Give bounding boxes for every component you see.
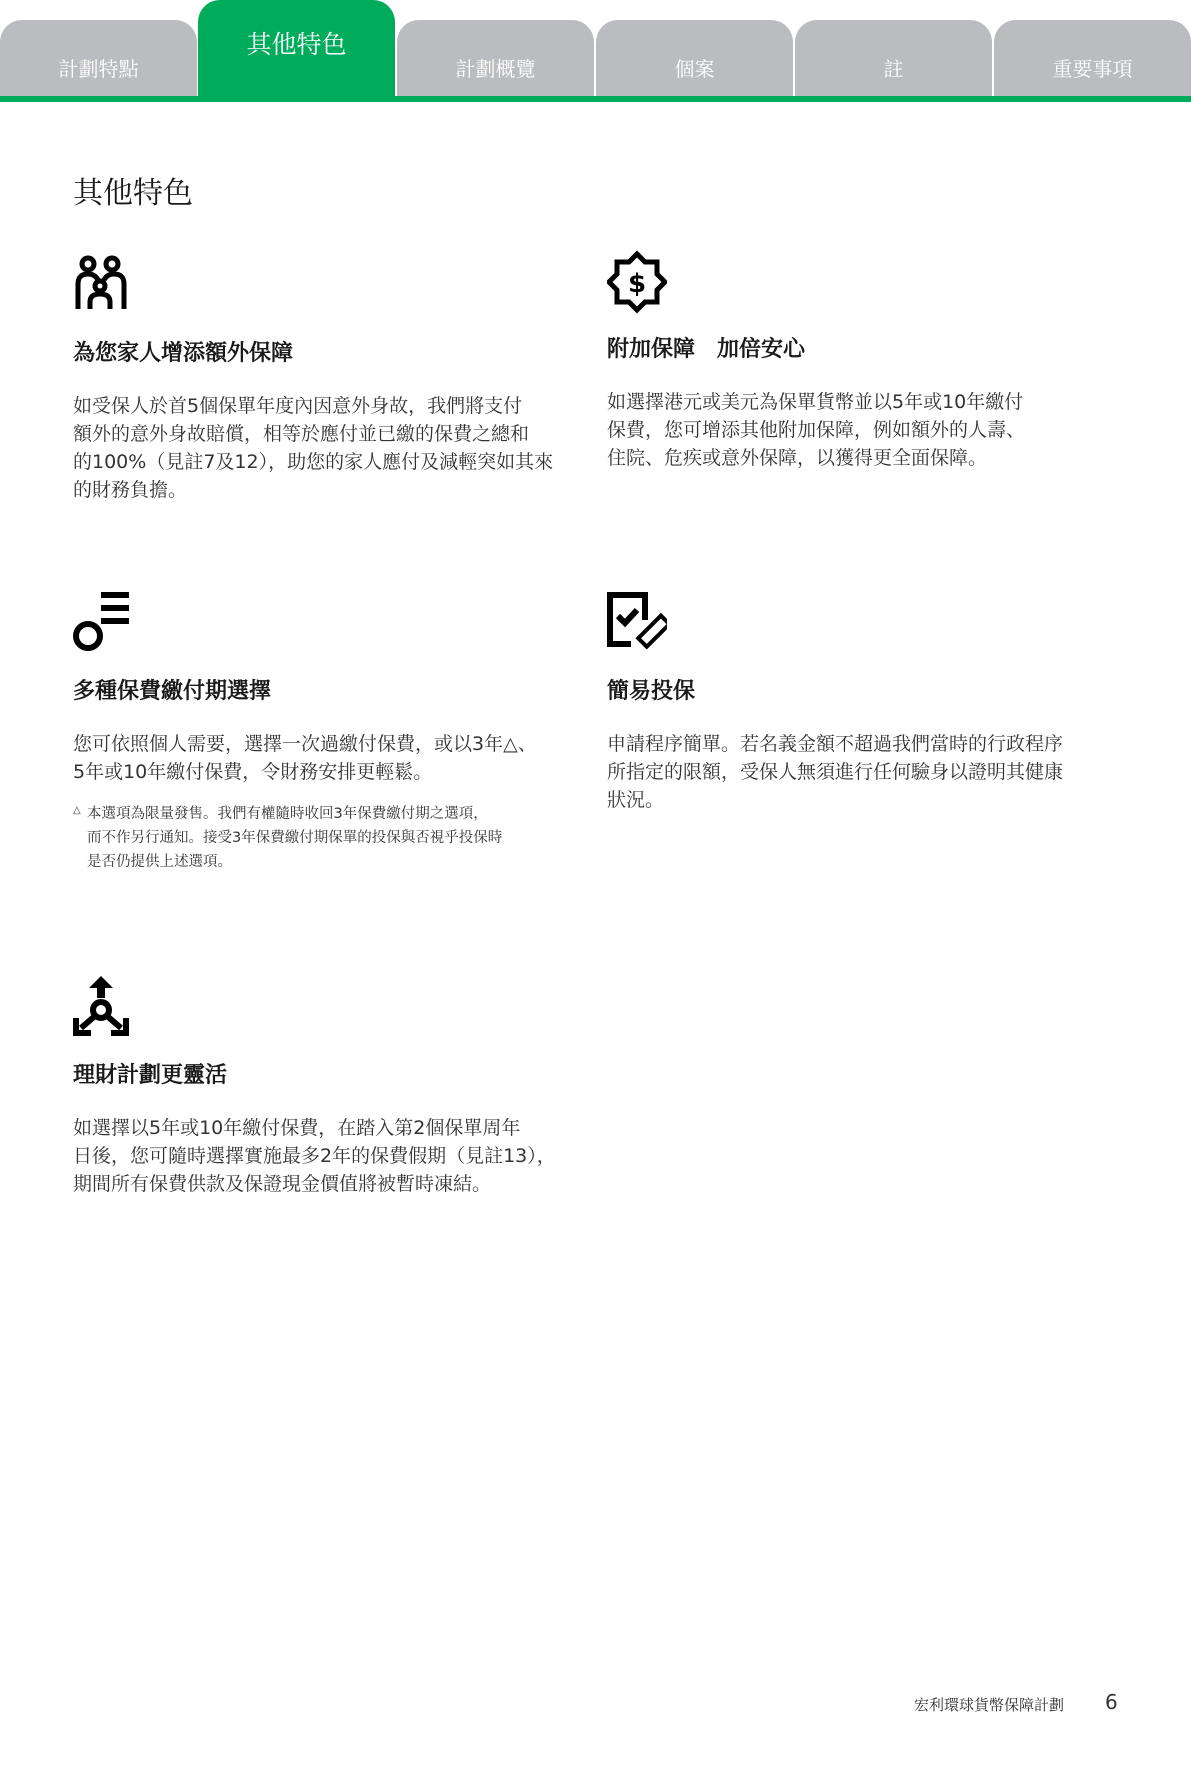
tab-label: 重要事項 [1052, 56, 1133, 81]
payment-options-icon [73, 592, 133, 652]
feature-heading: 簡易投保 [607, 679, 696, 704]
document-check-icon [607, 592, 667, 652]
feature-simple-application [607, 592, 1107, 814]
tab-important-info[interactable] [994, 20, 1191, 96]
tab-other-features[interactable] [198, 0, 395, 96]
tab-plan-features[interactable] [0, 20, 197, 96]
feature-body: 您可依照個人需要，選擇一次過繳付保費，或以3年△、 5年或10年繳付保費，令財務安排更輕鬆。 [73, 733, 537, 783]
tab-label: 其他特色 [246, 30, 347, 59]
feature-heading: 多種保費繳付期選擇 [73, 679, 272, 704]
footer-product-name: 宏利環球貨幣保障計劃 [914, 1696, 1065, 1714]
feature-heading: 理財計劃更靈活 [73, 1063, 228, 1088]
feature-body: 申請程序簡單。若名義金額不超過我們當時的行政程序 所指定的限額，受保人無須進行任何驗身以證明其健康 狀況。 [607, 733, 1064, 811]
feature-heading: 附加保障 加倍安心 [607, 337, 806, 362]
page-title: 其他特色 [73, 176, 193, 211]
tab-notes[interactable] [795, 20, 992, 96]
tab-label: 計劃概覽 [455, 56, 536, 81]
family-icon [73, 254, 133, 314]
svg-text:$: $ [627, 269, 647, 299]
feature-body: 如選擇港元或美元為保單貨幣並以5年或10年繳付 保費，您可增添其他附加保障，例如額外的人壽、 住院、危疾或意外保障，以獲得更全面保障。 [607, 391, 1026, 469]
footnote-mark: △ [73, 805, 81, 816]
branching-arrows-icon [73, 976, 133, 1036]
dollar-badge-icon [607, 250, 667, 314]
tab-plan-overview[interactable] [397, 20, 594, 96]
footnote [73, 802, 573, 874]
tab-case-study[interactable] [596, 20, 793, 96]
section-tabs [0, 0, 1191, 101]
feature-rider-protection [607, 250, 1107, 472]
tab-underline [0, 96, 1191, 102]
tab-label: 個案 [674, 56, 715, 81]
feature-heading: 為您家人增添額外保障 [73, 341, 294, 366]
page-number: 6 [1105, 1690, 1118, 1714]
feature-body: 如選擇以5年或10年繳付保費，在踏入第2個保單周年 日後，您可隨時選擇實施最多2年的保費假期（見註13）， 期間所有保費供款及保證現金價值將被暫時凍結。 [73, 1117, 556, 1195]
tab-label: 註 [883, 56, 904, 81]
tab-label: 計劃特點 [58, 56, 139, 81]
footnote-text: 本選項為限量發售。我們有權隨時收回3年保費繳付期之選項， 而不作另行通知。接受3年保費繳付期保單的投保與否視乎投保時 是否仍提供上述選項。 [87, 806, 503, 870]
feature-body: 如受保人於首5個保單年度內因意外身故，我們將支付 額外的意外身故賠償，相等於應付並已繳的保費之總和 的100%（見註7及12），助您的家人應付及減輕突如其來 的財務負擔。 [73, 395, 554, 501]
feature-family-protection [73, 254, 573, 504]
feature-payment-term-options [73, 592, 573, 874]
feature-flexible-planning [73, 976, 573, 1198]
